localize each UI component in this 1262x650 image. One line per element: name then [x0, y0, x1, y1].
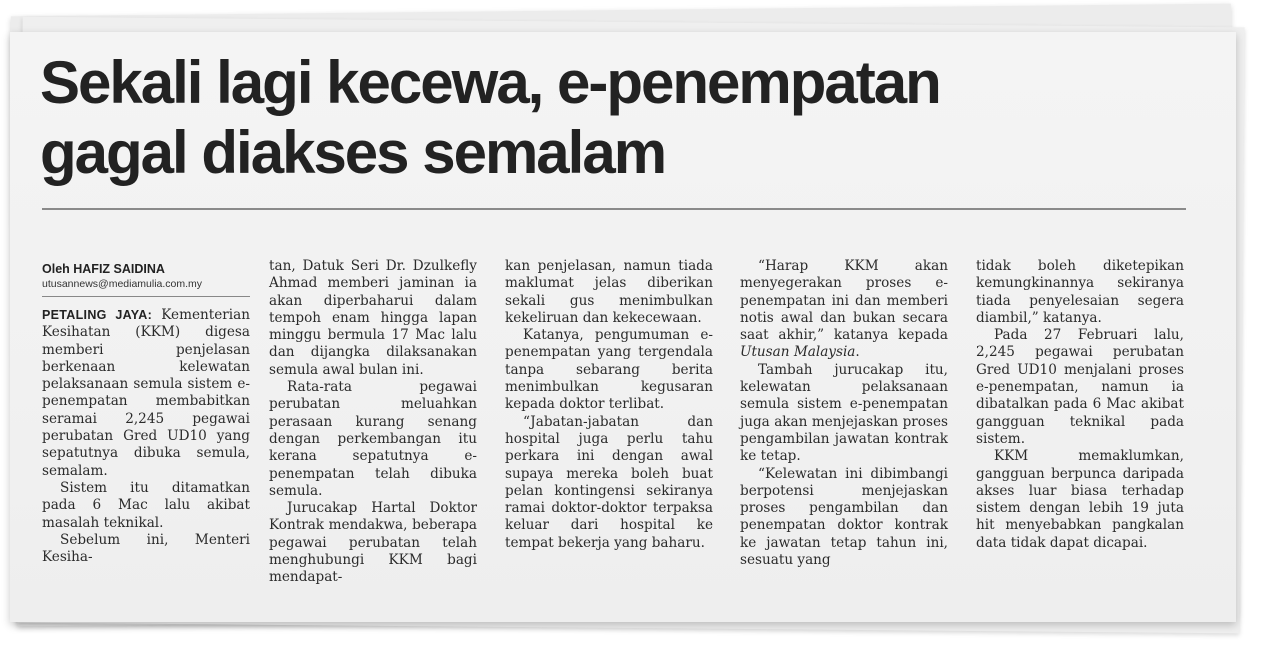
paragraph: Katanya, pengumuman e-penempatan yang tergendala tanpa sebarang berita menimbulkan kegusaran kepada doktor terlibat.: [505, 327, 713, 413]
paragraph-text: “Harap KKM akan menyegerakan proses e-penempatan ini dan memberi notis awal dan bukan secara saat akhir,” katanya kepada: [740, 258, 948, 344]
article-column-1: [42, 262, 250, 566]
headline-line-1: Sekali lagi kecewa, e-penempatan: [40, 49, 940, 116]
paragraph: tidak boleh diketepikan kemungkinannya sekiranya tiada penyelesaian segera diambil,” katanya.: [976, 258, 1184, 326]
paragraph: “Jabatan-jabatan dan hospital juga perlu tahu perkara ini dengan awal supaya mereka boleh buat pelan kontingensi sekiranya ramai doktor-doktor terpaksa keluar dari hospital ke tempat bekerja yang baharu.: [505, 413, 713, 551]
article-column-5: [976, 258, 1184, 552]
byline-divider: [42, 296, 250, 297]
article-column-3: [505, 258, 713, 552]
paragraph: Rata-rata pegawai perubatan meluahkan perasaan kurang senang dengan perkembangan itu kerana sepatutnya e-penempatan telah dibuka semula.: [269, 379, 477, 499]
paragraph: KKM memaklumkan, gangguan berpunca daripada akses luar biasa terhadap sistem dengan lebih 19 juta hit menyebabkan pangkalan data tidak dapat dicapai.: [976, 448, 1184, 551]
publication-name: Utusan Malaysia: [740, 344, 856, 361]
paragraph: [42, 307, 250, 480]
paragraph-text: .: [855, 344, 860, 361]
paragraph: kan penjelasan, namun tiada maklumat jelas diberikan sekali gus menimbulkan kekeliruan dan kekecewaan.: [505, 258, 713, 326]
dateline: PETALING JAYA:: [42, 308, 153, 322]
paragraph: “Kelewatan ini dibimbangi berpotensi menjejaskan proses pengambilan dan penempatan doktor kontrak ke jawatan tetap tahun ini, sesuatu yang: [740, 465, 948, 569]
paragraph: Sistem itu ditamatkan pada 6 Mac lalu akibat masalah teknikal.: [42, 479, 250, 531]
paragraph: Sebelum ini, Menteri Kesiha-: [42, 531, 250, 566]
paragraph: [740, 258, 948, 362]
headline: [40, 48, 940, 188]
article-column-2: [269, 258, 477, 587]
headline-line-2: gagal diakses semalam: [40, 119, 666, 186]
paragraph-text: Kementerian Kesihatan (KKM) digesa memberi penjelasan berkenaan kelewatan pelaksanaan semula sistem e-penempatan membabitkan seramai 2,245 pegawai perubatan Gred UD10 yang sepatutnya dibuka semula, semalam.: [42, 307, 251, 479]
paragraph: Jurucakap Hartal Doktor Kontrak mendakwa, beberapa pegawai perubatan telah menghubungi KKM bagi mendapat-: [269, 500, 477, 586]
paragraph: Pada 27 Februari lalu, 2,245 pegawai perubatan Gred UD10 menjalani proses e-penempatan, namun ia dibatalkan pada 6 Mac akibat gangguan teknikal pada sistem.: [976, 327, 1184, 447]
article-column-4: [740, 258, 948, 569]
byline-email: utusannews@mediamulia.com.my: [42, 278, 203, 290]
headline-divider: [42, 208, 1186, 210]
byline-name: Oleh HAFIZ SAIDINA: [42, 262, 165, 276]
paragraph: tan, Datuk Seri Dr. Dzulkefly Ahmad memberi jaminan ia akan diperbaharui dalam tempoh enam hingga lapan minggu bermula 17 Mac lalu dan dijangka dilaksanakan semula awal bulan ini.: [269, 258, 477, 378]
paragraph: Tambah jurucakap itu, kelewatan pelaksanaan semula sistem e-penempatan juga akan menjejaskan proses pengambilan jawatan kontrak ke tetap.: [740, 361, 948, 465]
